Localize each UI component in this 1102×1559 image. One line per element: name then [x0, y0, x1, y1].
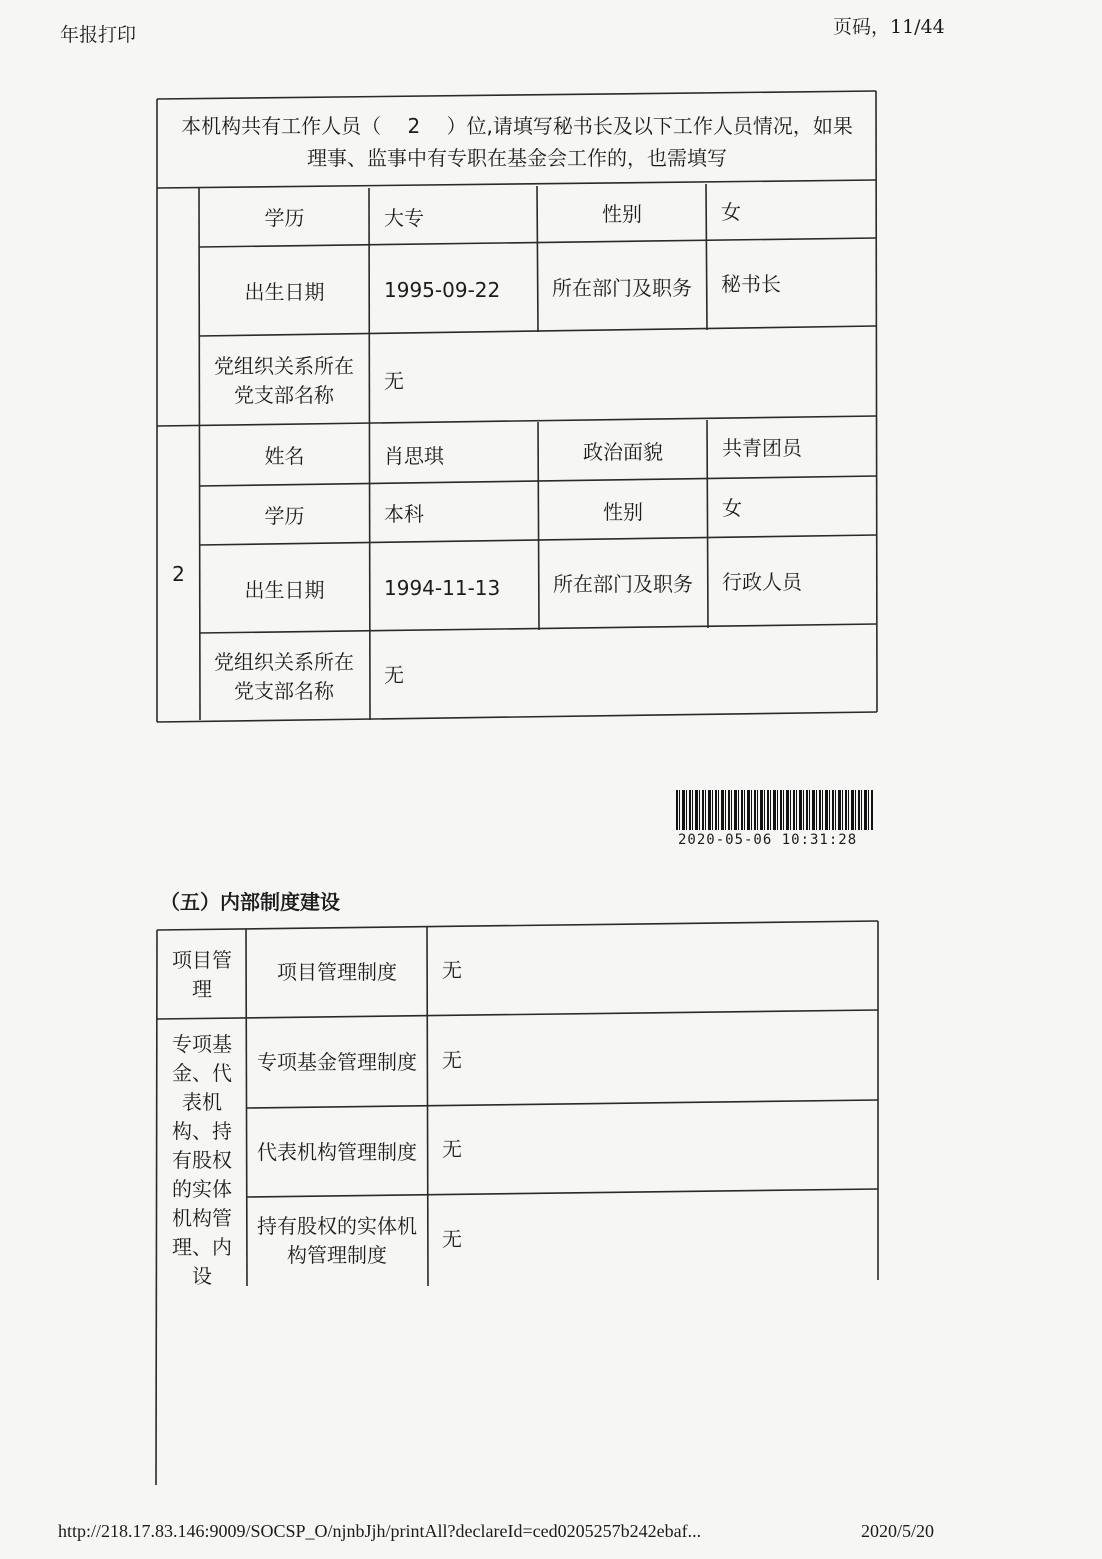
p2-gender-label: 性别	[603, 499, 643, 524]
p1-dept-label: 所在部门及职务	[552, 275, 692, 300]
rep-office-value: 无	[442, 1137, 462, 1161]
p2-birth-value: 1994-11-13	[384, 575, 501, 600]
p1-education-label: 学历	[264, 205, 305, 230]
p2-name-value: 肖思琪	[384, 443, 444, 468]
special-category: 专项基金、代表机构、持有股权的实体机构管理、内设	[172, 1032, 232, 1288]
p2-name-label: 姓名	[264, 443, 305, 468]
staff-intro-line2: 理事、监事中有专职在基金会工作的，也需填写	[307, 145, 727, 170]
p1-birth-value: 1995-09-22	[384, 277, 501, 302]
p1-gender-value: 女	[721, 199, 741, 224]
equity-entity-value: 无	[442, 1226, 462, 1251]
staff-intro-line1: 本机构共有工作人员（ 2 ）位,请填写秘书长及以下工作人员情况，如果	[181, 113, 853, 138]
barcode-image	[676, 790, 873, 830]
p2-political-value: 共青团员	[722, 435, 802, 460]
project-mgmt-category: 项目管理	[172, 947, 232, 1001]
p1-birth-label: 出生日期	[244, 279, 325, 304]
p1-education-value: 大专	[384, 205, 424, 230]
project-mgmt-item: 项目管理制度	[277, 960, 397, 984]
p1-party-value: 无	[384, 368, 404, 393]
p2-index: 2	[172, 561, 185, 586]
p2-party-label: 党组织关系所在党支部名称	[214, 650, 354, 703]
special-fund-label: 专项基金管理制度	[257, 1050, 417, 1074]
rep-office-label: 代表机构管理制度	[257, 1140, 417, 1164]
footer-url: http://218.17.83.146:9009/SOCSP_O/njnbJjh/printAll?declareId=ced0205257b242ebaf...	[58, 1521, 702, 1541]
p1-party-label: 党组织关系所在党支部名称	[214, 354, 354, 407]
p2-political-label: 政治面貌	[583, 439, 663, 464]
barcode-timestamp: 2020-05-06 10:31:28	[678, 832, 858, 848]
p2-dept-label: 所在部门及职务	[553, 571, 693, 596]
equity-entity-label: 持有股权的实体机构管理制度	[257, 1214, 417, 1267]
p2-education-label: 学历	[264, 503, 305, 528]
special-fund-value: 无	[442, 1048, 462, 1072]
p2-dept-value: 行政人员	[722, 569, 802, 594]
footer-date: 2020/5/20	[861, 1521, 935, 1541]
p2-gender-value: 女	[722, 495, 742, 520]
p1-dept-value: 秘书长	[721, 271, 781, 296]
page-number: 页码，11/44	[833, 16, 945, 38]
section-title: （五）内部制度建设	[160, 890, 340, 914]
p2-birth-label: 出生日期	[244, 577, 325, 602]
p2-education-value: 本科	[384, 501, 424, 526]
page-header-title: 年报打印	[60, 24, 137, 46]
p1-gender-label: 性别	[602, 201, 642, 226]
project-mgmt-value: 无	[442, 958, 462, 982]
p2-party-value: 无	[384, 662, 404, 687]
